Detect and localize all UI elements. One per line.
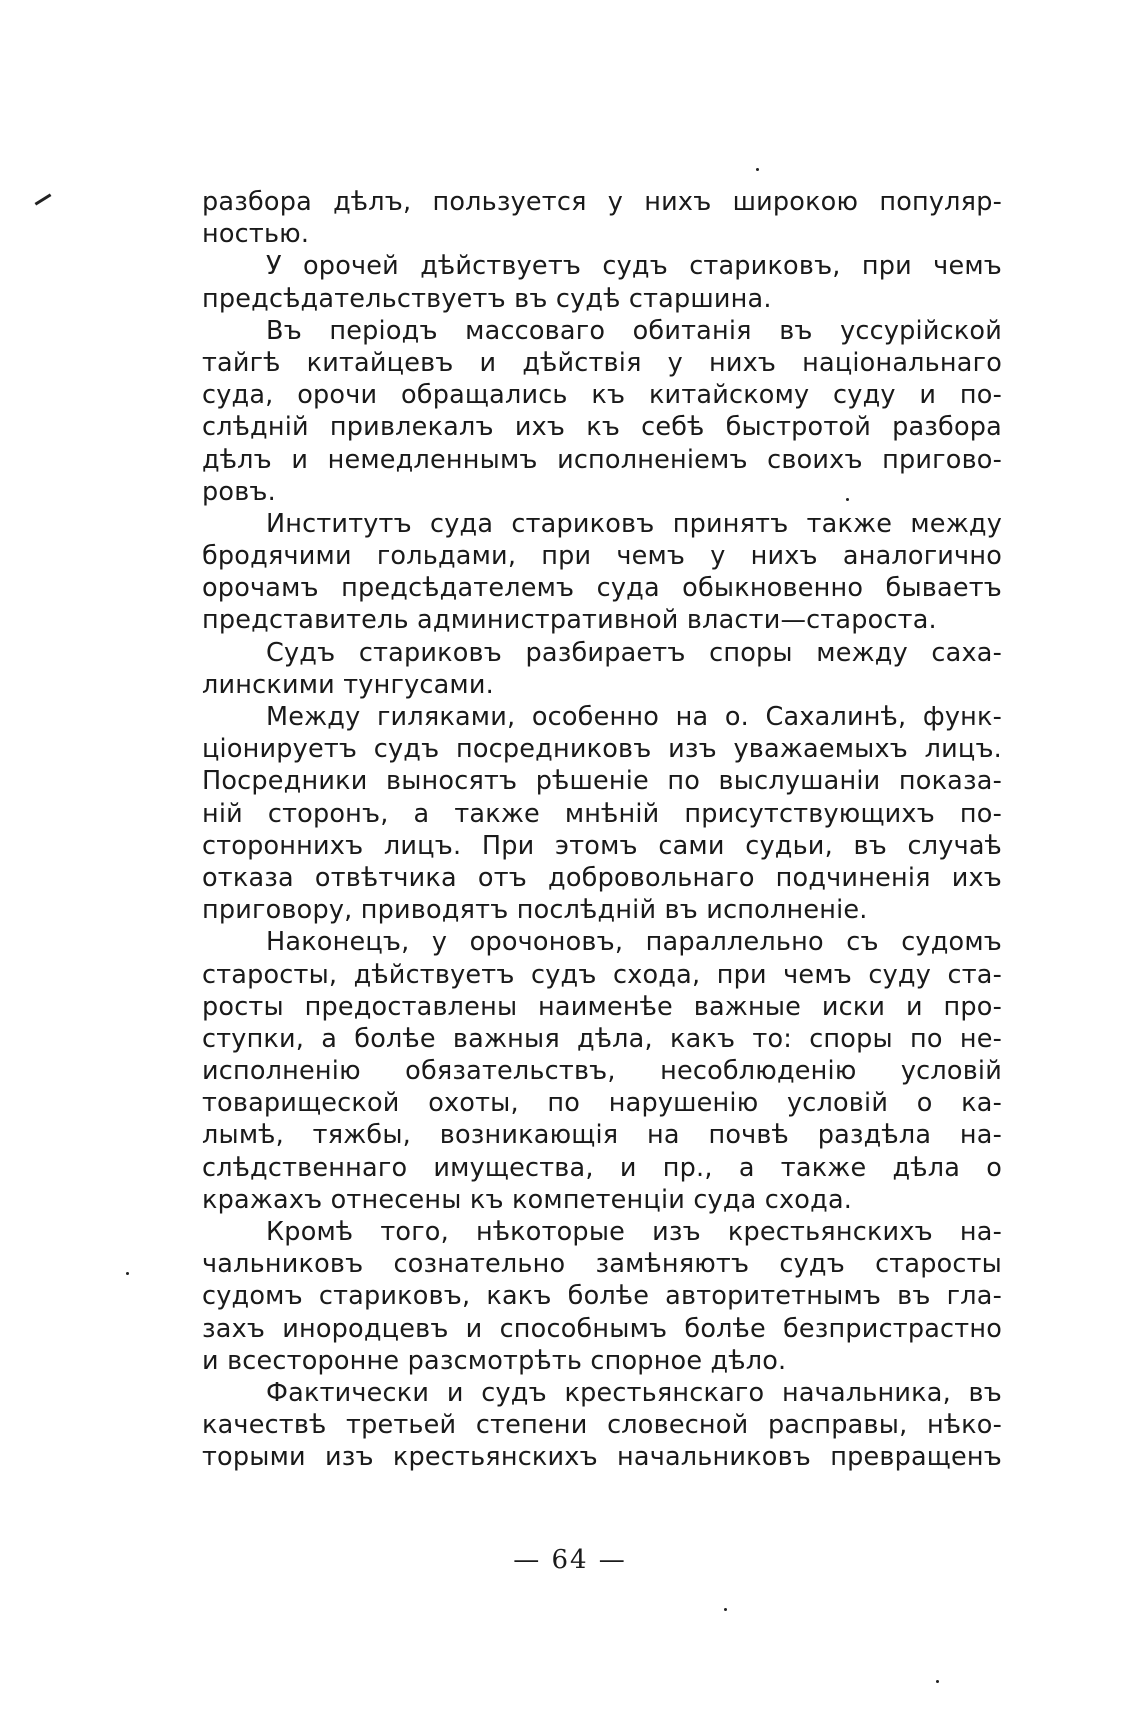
text-line: У орочей дѣйствуетъ судъ стариковъ, при чемъ: [266, 251, 1002, 282]
text-line: бродячими гольдами, при чемъ у нихъ аналогично: [202, 541, 1002, 572]
speck-mark: [756, 168, 759, 171]
text-line: Посредники выносятъ рѣшеніе по выслушаніи показа-: [202, 766, 1002, 797]
text-line: ній сторонъ, а также мнѣній присутствующихъ по-: [202, 798, 1002, 829]
text-line: ностью.: [202, 219, 310, 250]
body-text: [202, 186, 1002, 1474]
text-line: представитель административной власти—староста.: [202, 605, 937, 636]
text-line: росты предоставлены наименѣе важные иски и про-: [202, 991, 1002, 1022]
text-line: захъ инородцевъ и способнымъ болѣе безпристрастно: [202, 1313, 1002, 1344]
text-line: слѣдственнаго имущества, и пр., а также дѣла о: [202, 1152, 1002, 1183]
speck-mark: [126, 1272, 129, 1275]
text-line: суда, орочи обращались къ китайскому суду и по-: [202, 380, 1002, 411]
text-line: предсѣдательствуетъ въ судѣ старшина.: [202, 283, 772, 314]
text-line: отказа отвѣтчика отъ добровольнаго подчиненія ихъ: [202, 862, 1002, 893]
text-line: разбора дѣлъ, пользуется у нихъ широкою популяр-: [202, 187, 1002, 217]
text-line: исполненію обязательствъ, несоблюденію условій: [202, 1056, 1002, 1087]
text-line: ровъ.: [202, 476, 276, 507]
speck-mark: [936, 1680, 939, 1683]
text-line: товарищеской охоты, по нарушенію условій о ка-: [202, 1088, 1002, 1119]
text-line: чальниковъ сознательно замѣняютъ судъ старосты: [202, 1249, 1002, 1280]
speck-mark: [724, 1608, 727, 1611]
text-line: лымѣ, тяжбы, возникающія на почвѣ раздѣла на-: [202, 1120, 1002, 1151]
margin-pencil-mark: [35, 193, 52, 205]
text-line: старосты, дѣйствуетъ судъ схода, при чемъ суду ста-: [202, 959, 1002, 990]
text-line: торыми изъ крестьянскихъ начальниковъ превращенъ: [202, 1442, 1002, 1473]
text-line: судомъ стариковъ, какъ болѣе авторитетнымъ въ гла-: [202, 1281, 1002, 1312]
text-line: Между гиляками, особенно на о. Сахалинѣ, функ-: [266, 702, 1002, 732]
text-line: ступки, а болѣе важныя дѣла, какъ то: споры по не-: [202, 1023, 1002, 1054]
text-line: кражахъ отнесены къ компетенціи суда схода.: [202, 1184, 853, 1215]
text-line: Фактически и судъ крестьянскаго начальника, въ: [266, 1377, 1002, 1408]
text-line: Наконецъ, у орочоновъ, параллельно съ судомъ: [266, 927, 1002, 958]
text-line: качествѣ третьей степени словесной расправы, нѣко-: [202, 1410, 1002, 1441]
text-line: тайгѣ китайцевъ и дѣйствія у нихъ національнаго: [202, 347, 1002, 378]
text-line: Кромѣ того, нѣкоторые изъ крестьянскихъ на-: [266, 1217, 1002, 1247]
text-line: Судъ стариковъ разбираетъ споры между саха-: [266, 637, 1002, 668]
text-line: Въ періодъ массоваго обитанія въ уссурійской: [266, 315, 1002, 346]
text-line: дѣлъ и немедленнымъ исполненіемъ своихъ пригово-: [202, 444, 1002, 475]
text-line: орочамъ предсѣдателемъ суда обыкновенно бываетъ: [202, 573, 1002, 604]
text-line: ціонируетъ судъ посредниковъ изъ уважаемыхъ лицъ.: [202, 734, 1002, 765]
text-line: Институтъ суда стариковъ принятъ также между: [266, 508, 1002, 539]
text-line: и всесторонне разсмотрѣть спорное дѣло.: [202, 1345, 787, 1376]
text-line: приговору, приводятъ послѣдній въ исполненіе.: [202, 895, 868, 926]
text-line: стороннихъ лицъ. При этомъ сами судьи, въ случаѣ: [202, 830, 1002, 861]
text-line: линскими тунгусами.: [202, 669, 494, 700]
page-number: — 64 —: [513, 1545, 627, 1575]
text-line: слѣдній привлекалъ ихъ къ себѣ быстротой разбора: [202, 412, 1002, 443]
